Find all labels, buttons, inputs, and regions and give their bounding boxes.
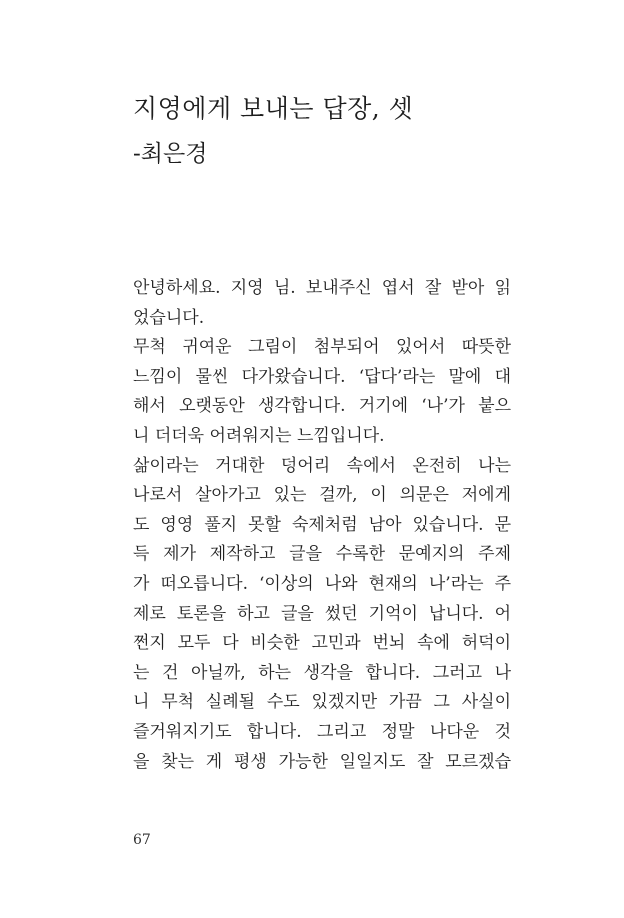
text-line: 제로 토론을 하고 글을 썼던 기억이 납니다. 어	[133, 603, 511, 624]
text-line: 쩐지 모두 다 비슷한 고민과 번뇌 속에 허덕이	[133, 633, 511, 654]
text-line: 나로서 살아가고 있는 걸까, 이 의문은 저에게	[133, 485, 511, 506]
text-line: 무척 귀여운 그림이 첨부되어 있어서 따뜻한	[133, 337, 511, 358]
text-line: 을 찾는 게 평생 가능한 일일지도 잘 모르겠습	[133, 751, 511, 772]
text-line: 도 영영 풀지 못할 숙제처럼 남아 있습니다. 문	[133, 514, 511, 535]
author-byline: -최은경	[133, 141, 208, 167]
text-line: 득 제가 제작하고 글을 수록한 문예지의 주제	[133, 544, 511, 565]
body-text	[133, 274, 511, 777]
text-line: 가 떠오릅니다. ‘이상의 나와 현재의 나’라는 주	[133, 573, 511, 594]
text-line: 해서 오랫동안 생각합니다. 거기에 ‘나’가 붙으	[133, 396, 511, 417]
page-title: 지영에게 보내는 답장, 셋	[133, 94, 414, 123]
text-line: 느낌이 물씬 다가왔습니다. ‘답다’라는 말에 대	[133, 366, 511, 387]
text-line: 니 무척 실례될 수도 있겠지만 가끔 그 사실이	[133, 692, 511, 713]
text-line: 는 건 아닐까, 하는 생각을 합니다. 그러고 나	[133, 662, 511, 683]
text-line: 었습니다.	[133, 307, 205, 328]
page-number: 67	[133, 832, 151, 848]
text-line: 안녕하세요. 지영 님. 보내주신 엽서 잘 받아 읽	[133, 278, 511, 298]
text-line: 니 더더욱 어려워지는 느낌입니다.	[133, 425, 385, 446]
text-line: 즐거워지기도 합니다. 그리고 정말 나다운 것	[133, 721, 511, 742]
text-line: 삶이라는 거대한 덩어리 속에서 온전히 나는	[133, 455, 511, 476]
